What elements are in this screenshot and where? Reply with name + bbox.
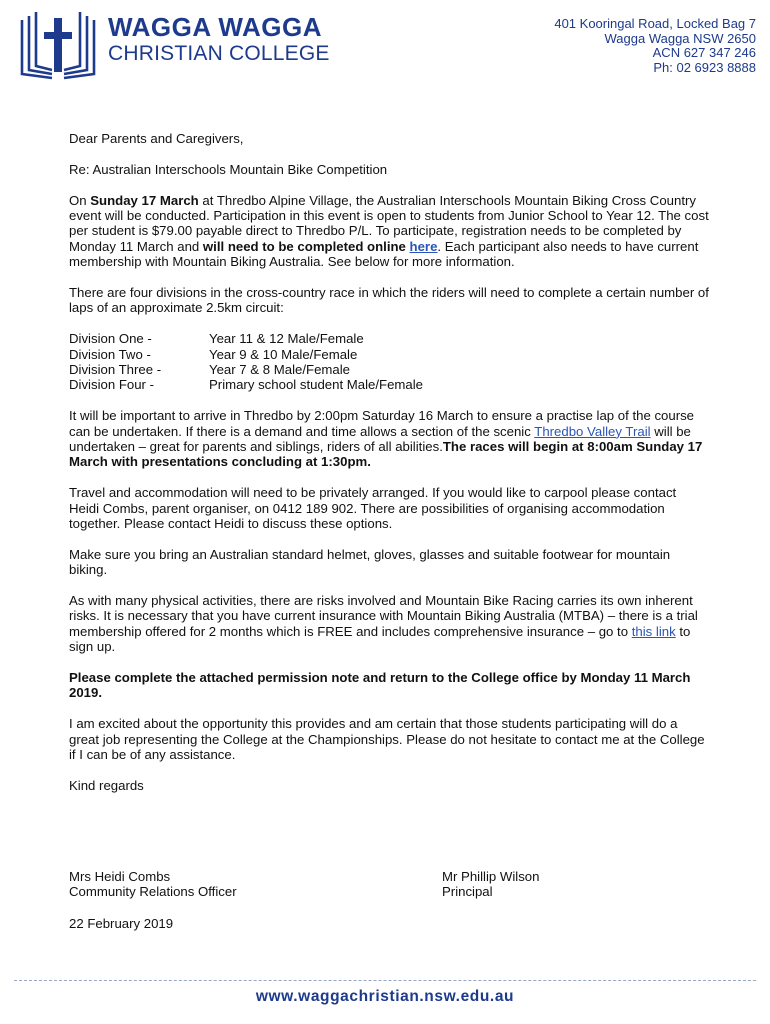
school-name xyxy=(108,14,330,64)
division-row xyxy=(69,377,709,392)
thredbo-valley-trail-link[interactable]: Thredbo Valley Trail xyxy=(534,423,651,439)
school-name-line2: CHRISTIAN COLLEGE xyxy=(108,42,330,65)
division-row xyxy=(69,331,709,346)
division-desc: Primary school student Male/Female xyxy=(209,377,424,393)
division-desc: Year 9 & 10 Male/Female xyxy=(209,346,358,362)
signatory-left xyxy=(69,869,237,900)
race-times: The races will begin at 8:00am Sunday 17 March with presentations concluding at 1:30pm. xyxy=(69,439,703,470)
paragraph-insurance xyxy=(69,593,709,655)
address-line: ACN 627 347 246 xyxy=(652,45,756,61)
footer-divider xyxy=(14,980,756,981)
text: at Thredbo Alpine Village, the Australian Interschools Mountain Biking Cross Country event will be conducted. Participation in this event is open to students from Junior School to Year 12. The cost per student is $79.00 payable direct to Thredbo P/L. To participate, registration needs to be completed by Monday 11 March and xyxy=(69,192,709,254)
division-desc: Year 7 & 8 Male/Female xyxy=(209,362,350,378)
text: On xyxy=(69,192,91,208)
division-name: Division Three - xyxy=(69,362,162,378)
signatory-name: Mr Phillip Wilson xyxy=(442,869,540,884)
insurance-link[interactable]: this link xyxy=(631,623,676,639)
division-name: Division One - xyxy=(69,331,152,347)
school-address xyxy=(554,17,756,75)
letter-date: 22 February 2019 xyxy=(69,916,174,931)
letter-body xyxy=(69,131,709,809)
division-name: Division Two - xyxy=(69,346,151,362)
division-desc: Year 11 & 12 Male/Female xyxy=(209,331,364,347)
text: It will be important to arrive in Thredbo by 2:00pm Saturday 16 March to ensure a practise lap of the course can be undertaken. If there is a demand and time allows a section of the scenic xyxy=(69,408,695,439)
paragraph-permission xyxy=(69,670,709,701)
online-note xyxy=(203,239,438,254)
permission-note: Please complete the attached permission note and return to the College office by Monday 11 March 2019. xyxy=(69,670,691,701)
signatory-name: Mrs Heidi Combs xyxy=(69,869,171,884)
signatory-right xyxy=(442,869,539,900)
text: to sign up. xyxy=(69,623,691,655)
division-name: Division Four - xyxy=(69,377,155,393)
address-line: 401 Kooringal Road, Locked Bag 7 xyxy=(554,16,756,31)
address-line: Ph: 02 6923 8888 xyxy=(653,59,756,75)
divisions-list xyxy=(69,331,709,393)
text: . Each participant also needs to have current membership with Mountain Biking Australia. See below for more information. xyxy=(69,238,699,270)
division-row xyxy=(69,362,709,377)
registration-link[interactable]: here xyxy=(409,238,438,254)
re-line: Re: Australian Interschools Mountain Bike Competition xyxy=(69,161,388,177)
footer-website[interactable]: www.waggachristian.nsw.edu.au xyxy=(255,988,515,1005)
letterhead xyxy=(0,0,770,100)
paragraph-travel: Travel and accommodation will need to be privately arranged. If you would like to carpool please contact Heidi Combs, parent organiser, on 0412 189 902. There are possibilities of organising accommodation together. Please contact Heidi to discuss these options. xyxy=(69,485,677,532)
text: will need to be completed online xyxy=(202,238,410,254)
paragraph-equipment: Make sure you bring an Australian standard helmet, gloves, glasses and suitable footwear for mountain biking. xyxy=(69,546,671,578)
closing: Kind regards xyxy=(69,777,144,793)
signatory-title: Community Relations Officer xyxy=(69,884,237,900)
text: will be undertaken – great for parents and siblings, riders of all abilities. xyxy=(69,423,691,455)
salutation: Dear Parents and Caregivers, xyxy=(69,131,244,146)
paragraph-closing-remarks: I am excited about the opportunity this provides and am certain that those students participating will do a great job representing the College at the Championships. Please do not hesitate to contact me at the College if I can be of any assistance. xyxy=(69,716,705,763)
paragraph-divisions-intro: There are four divisions in the cross-country race in which the riders will need to complete a certain number of laps of an approximate 2.5km circuit: xyxy=(69,285,709,316)
division-row xyxy=(69,347,709,362)
event-date: Sunday 17 March xyxy=(90,192,199,208)
address-line: Wagga Wagga NSW 2650 xyxy=(604,30,756,46)
school-name-line1: WAGGA WAGGA xyxy=(108,12,322,42)
college-crest-logo xyxy=(18,12,98,80)
paragraph-arrival xyxy=(69,408,709,470)
text: As with many physical activities, there are risks involved and Mountain Bike Racing carries its own inherent risks. It is necessary that you have current insurance with Mountain Biking Australia (MTBA) – there is a trial membership offered for 2 months which is FREE and includes comprehensive insurance – go to xyxy=(69,593,698,639)
paragraph-event xyxy=(69,193,709,270)
signatory-title: Principal xyxy=(442,884,493,900)
